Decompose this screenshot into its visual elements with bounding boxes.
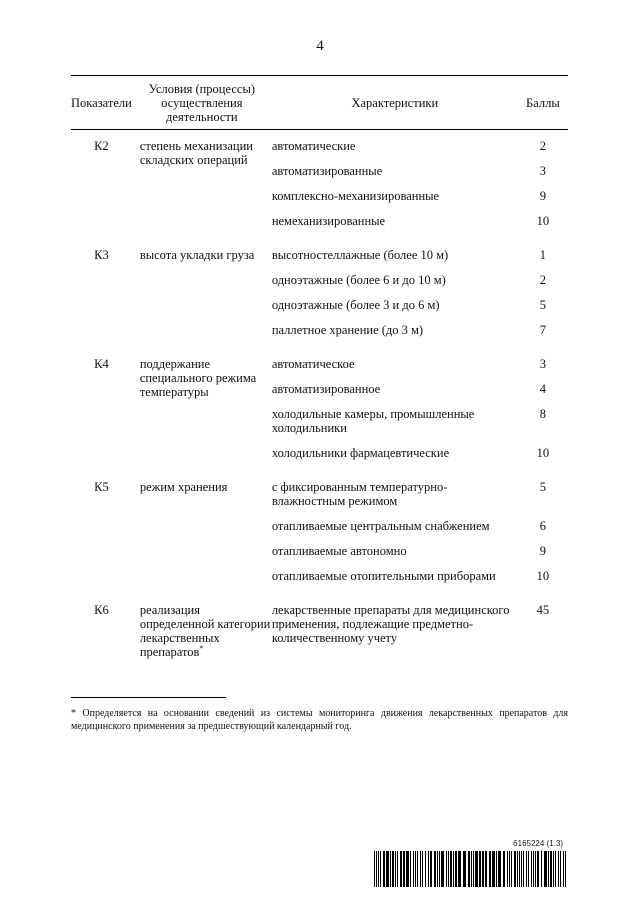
barcode-bar: [531, 851, 532, 887]
footnote-mark: *: [199, 643, 204, 653]
barcode-bar: [403, 851, 405, 887]
barcode-bar: [410, 851, 411, 887]
indicator-code: К2: [94, 139, 109, 153]
barcode-bar: [386, 851, 389, 887]
header-indicator: Показатели: [71, 76, 132, 130]
barcode-bar: [417, 851, 418, 887]
table-body: [71, 130, 568, 660]
barcode-bar: [463, 851, 466, 887]
table-row: [71, 130, 568, 165]
barcode-bar: [555, 851, 556, 887]
barcode-bar: [523, 851, 524, 887]
condition-text: поддержание специального режима температуры: [139, 357, 257, 399]
barcode-bar: [485, 851, 487, 887]
barcode-bar: [533, 851, 534, 887]
barcode-bar: [441, 851, 444, 887]
barcode-bar: [537, 851, 539, 887]
score-cell: 2: [539, 139, 547, 153]
barcode-bar: [458, 851, 461, 887]
indicator-table: [71, 75, 568, 659]
barcode-bar: [550, 851, 552, 887]
barcode-bar: [406, 851, 409, 887]
condition-text: высота укладки груза: [139, 248, 255, 262]
barcode-bar: [519, 851, 520, 887]
barcode-bar: [528, 851, 529, 887]
barcode-bar: [471, 851, 472, 887]
barcode-bar: [413, 851, 414, 887]
barcode-number: 6165224 (1.3): [513, 839, 563, 848]
score-cell: 3: [539, 164, 547, 178]
barcode-bar: [517, 851, 518, 887]
table-header-row: [71, 76, 568, 130]
barcode-bar: [446, 851, 447, 887]
footnote-divider: [71, 697, 226, 698]
score-cell: 10: [536, 569, 550, 583]
score-cell: 5: [539, 298, 547, 312]
barcode-bar: [473, 851, 474, 887]
barcode-bar: [453, 851, 454, 887]
barcode-bar: [450, 851, 452, 887]
barcode-bar: [374, 851, 375, 887]
barcode-bar: [535, 851, 536, 887]
indicator-code: К6: [94, 603, 109, 617]
barcode-bar: [425, 851, 426, 887]
barcode-bar: [544, 851, 547, 887]
indicator-code: К5: [94, 480, 109, 494]
barcode-bar: [415, 851, 416, 887]
barcode-bar: [448, 851, 449, 887]
characteristic-cell: с фиксированным температурно-влажностным режимом: [271, 480, 448, 508]
barcode-bar: [380, 851, 381, 887]
barcode-bar: [397, 851, 398, 887]
characteristic-cell: паллетное хранение (до 3 м): [271, 323, 424, 337]
barcode-bar: [558, 851, 559, 887]
barcode-bar: [455, 851, 457, 887]
barcode-bar: [548, 851, 549, 887]
barcode-bar: [395, 851, 396, 887]
score-cell: 4: [539, 382, 547, 396]
characteristic-cell: немеханизированные: [271, 214, 386, 228]
condition-cell: [132, 594, 272, 659]
header-characteristics: Характеристики: [272, 76, 518, 130]
barcode-bar: [541, 851, 542, 887]
barcode-bar: [496, 851, 497, 887]
barcode-bar: [503, 851, 505, 887]
barcode-bar: [428, 851, 429, 887]
characteristic-cell: отапливаемые отопительными приборами: [271, 569, 496, 583]
condition-cell: [132, 239, 272, 348]
header-conditions: Условия (процессы) осуществления деятельности: [132, 76, 272, 130]
characteristic-cell: отапливаемые автономно: [271, 544, 407, 558]
characteristic-cell: холодильные камеры, промышленные холодильники: [271, 407, 475, 435]
barcode-block: [374, 839, 569, 889]
barcode-bar: [376, 851, 377, 887]
characteristic-cell: автоматические: [271, 139, 356, 153]
barcode-bar: [437, 851, 438, 887]
indicator-code: К4: [94, 357, 109, 371]
barcode-bar: [526, 851, 527, 887]
characteristic-cell: лекарственные препараты для медицинского применения, подлежащие предметно-количественному учету: [271, 603, 510, 645]
characteristic-cell: холодильники фармацевтические: [271, 446, 450, 460]
score-cell: 5: [539, 480, 547, 494]
characteristic-cell: комплексно-механизированные: [271, 189, 440, 203]
barcode-bar: [553, 851, 554, 887]
condition-cell: [132, 130, 272, 240]
barcode-bar: [400, 851, 402, 887]
barcode-bar: [475, 851, 478, 887]
barcode-bar: [378, 851, 379, 887]
barcode-bar: [489, 851, 491, 887]
score-cell: 6: [539, 519, 547, 533]
barcode-image: [374, 851, 569, 887]
score-cell: 7: [539, 323, 547, 337]
barcode-bar: [498, 851, 501, 887]
score-cell: 8: [539, 407, 547, 421]
characteristic-cell: автоматизированное: [271, 382, 381, 396]
condition-text: реализация определенной категории лекарственных препаратов: [139, 603, 271, 659]
table-row: [71, 594, 568, 659]
characteristic-cell: высотностеллажные (более 10 м): [271, 248, 449, 262]
page-number: 4: [316, 38, 324, 54]
barcode-bar: [492, 851, 495, 887]
table-row: [71, 471, 568, 519]
score-cell: 10: [536, 214, 550, 228]
barcode-bar: [511, 851, 512, 887]
barcode-bar: [521, 851, 522, 887]
barcode-bar: [509, 851, 510, 887]
score-cell: 1: [539, 248, 547, 262]
table-row: [71, 348, 568, 382]
barcode-bar: [514, 851, 516, 887]
condition-cell: [132, 348, 272, 471]
condition-text: режим хранения: [139, 480, 228, 494]
barcode-bar: [430, 851, 432, 887]
score-cell: 10: [536, 446, 550, 460]
barcode-bar: [392, 851, 394, 887]
characteristic-cell: автоматизированные: [271, 164, 383, 178]
score-cell: 45: [536, 603, 550, 617]
barcode-bar: [482, 851, 484, 887]
score-cell: 2: [539, 273, 547, 287]
indicator-code: К3: [94, 248, 109, 262]
barcode-bar: [565, 851, 566, 887]
barcode-bar: [439, 851, 440, 887]
barcode-bar: [422, 851, 423, 887]
condition-cell: [132, 471, 272, 594]
barcode-bar: [434, 851, 436, 887]
header-score: Баллы: [518, 76, 568, 130]
score-cell: 9: [539, 544, 547, 558]
characteristic-cell: одноэтажные (более 6 и до 10 м): [271, 273, 446, 287]
score-cell: 3: [539, 357, 547, 371]
barcode-bar: [390, 851, 391, 887]
barcode-bar: [468, 851, 470, 887]
barcode-bar: [563, 851, 564, 887]
footnote: * Определяется на основании сведений из системы мониторинга движения лекарственных препаратов для медицинского применения за предшествующий календарный год.: [71, 708, 568, 732]
score-cell: 9: [539, 189, 547, 203]
barcode-bar: [420, 851, 421, 887]
barcode-bar: [479, 851, 481, 887]
condition-text: степень механизации складских операций: [139, 139, 253, 167]
barcode-bar: [507, 851, 508, 887]
barcode-bar: [560, 851, 561, 887]
barcode-bar: [383, 851, 385, 887]
characteristic-cell: одноэтажные (более 3 и до 6 м): [271, 298, 440, 312]
table-row: [71, 239, 568, 273]
characteristic-cell: отапливаемые центральным снабжением: [271, 519, 490, 533]
characteristic-cell: автоматическое: [271, 357, 355, 371]
